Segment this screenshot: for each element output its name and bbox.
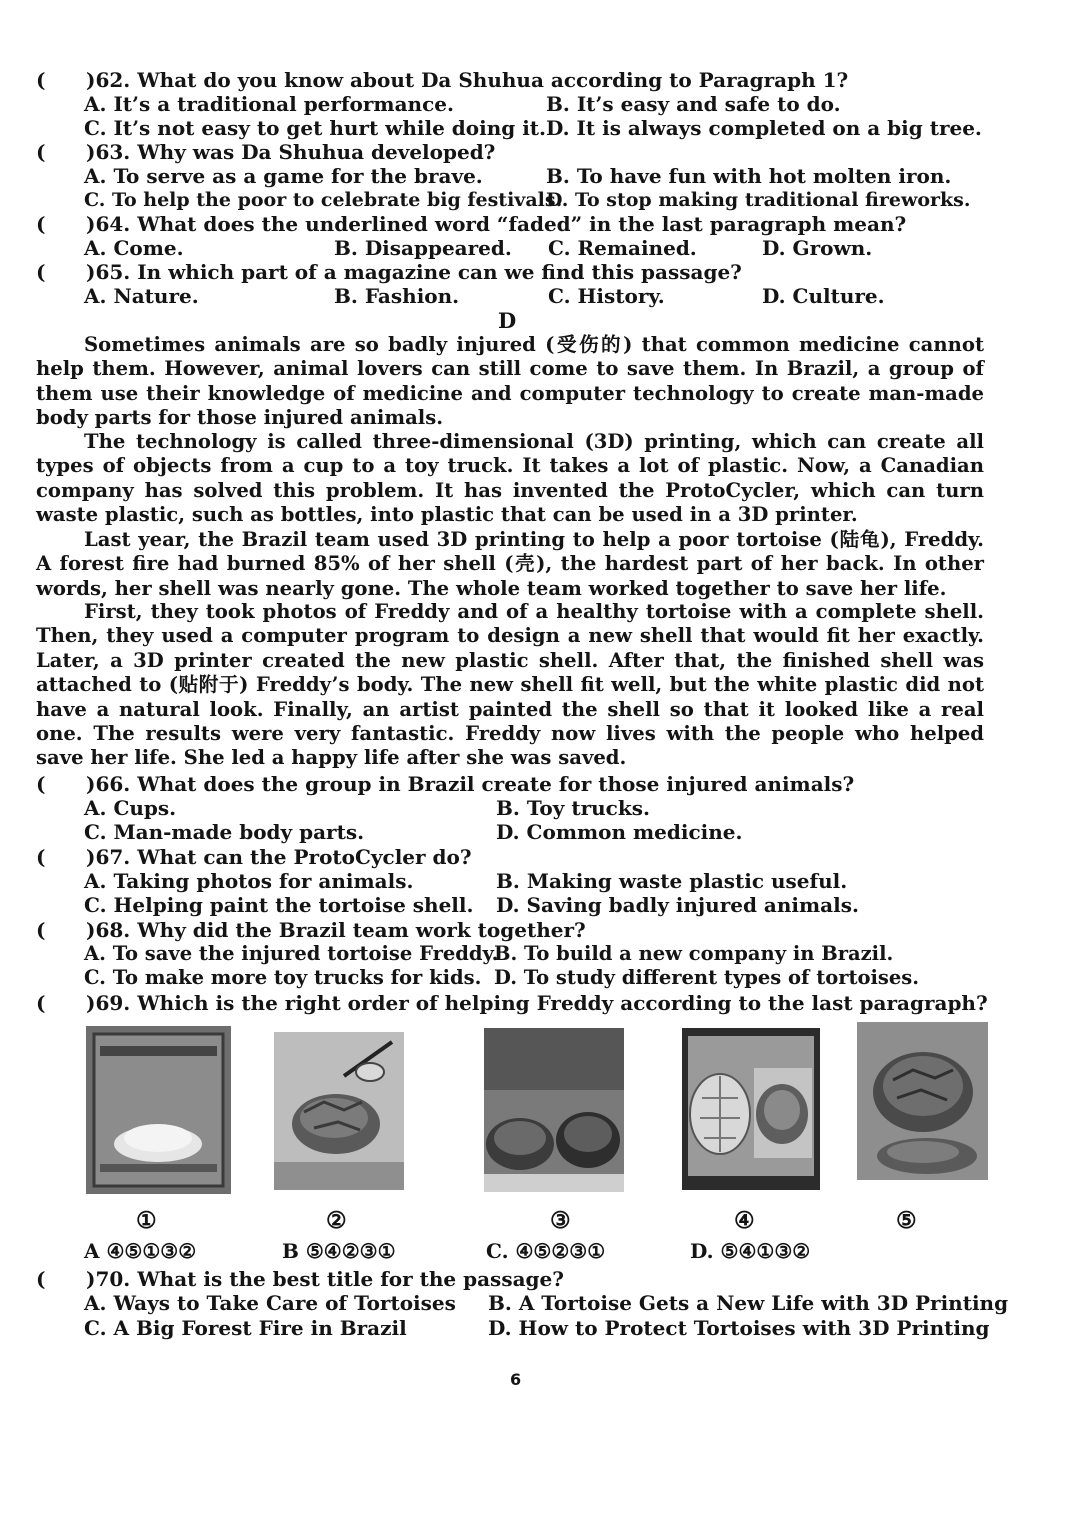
option-a: A. Ways to Take Care of Tortoises [84,1291,456,1315]
option-a: A. To serve as a game for the brave. [84,164,483,188]
option-b: B ⑤④②③① [282,1239,396,1263]
option-a: A. Cups. [84,796,177,820]
image-label-2: ② [326,1207,347,1234]
photo-artist-painting-shell [274,1032,404,1190]
answer-bracket[interactable]: ( [36,140,46,164]
question-text: )62. What do you know about Da Shuhua according to Paragraph 1? [86,68,849,92]
question-70 [36,1267,1046,1291]
option-c: C. ④⑤②③① [486,1239,606,1263]
answer-bracket[interactable]: ( [36,845,46,869]
options-66-row1 [84,796,1044,820]
page-number: 6 [510,1370,522,1389]
question-63 [36,140,1046,164]
answer-bracket[interactable]: ( [36,991,46,1015]
option-a: A. Nature. [84,284,199,308]
question-62 [36,68,1046,92]
options-63-row2 [84,188,1044,212]
options-65 [84,284,1044,308]
option-a: A. Taking photos for animals. [84,869,414,893]
answer-bracket[interactable]: ( [36,1267,46,1291]
option-b: B. Disappeared. [334,236,512,260]
option-b: B. Toy trucks. [496,796,650,820]
answer-bracket[interactable]: ( [36,260,46,284]
answer-bracket[interactable]: ( [36,68,46,92]
option-c: C. To make more toy trucks for kids. [84,966,482,989]
options-62-row1 [84,92,1044,116]
image-label-3: ③ [550,1207,571,1234]
question-text: )68. Why did the Brazil team work together? [86,918,586,942]
option-d: D. Common medicine. [496,820,743,844]
option-b: B. Fashion. [334,284,460,308]
options-69 [84,1237,1044,1265]
question-68 [36,918,1046,942]
option-b: B. To build a new company in Brazil. [494,942,894,965]
option-c: C. History. [548,284,665,308]
section-label: D [498,308,517,333]
answer-bracket[interactable]: ( [36,212,46,236]
question-text: )64. What does the underlined word “faded” in the last paragraph mean? [86,212,907,236]
options-62-row2 [84,116,1044,140]
passage-paragraph-2: The technology is called three-dimensional (3D) printing, which can create all types of objects from a cup to a toy truck. It takes a lot of plastic. Now, a Canadian company has solved this problem. It has invented the ProtoCycler, which can turn waste plastic, such as bottles, into plastic that can be used in a 3D printer. [36,430,984,527]
passage-paragraph-1: Sometimes animals are so badly injured (受伤的) that common medicine cannot help them. However, animal lovers can still come to save them. In Brazil, a group of them use their knowledge of medicine and computer technology to create man-made body parts for those injured animals. [36,333,984,430]
options-66-row2 [84,820,1044,844]
option-b: B. It’s easy and safe to do. [546,92,841,116]
question-66 [36,772,1046,796]
photo-computer-shell-design [682,1028,820,1190]
option-b: B. Making waste plastic useful. [496,869,848,893]
answer-bracket[interactable]: ( [36,918,46,942]
question-69 [36,991,1046,1015]
option-d: D. Saving badly injured animals. [496,893,859,917]
option-d: D. It is always completed on a big tree. [546,116,982,140]
photo-painted-tortoise [857,1022,988,1180]
option-c: C. A Big Forest Fire in Brazil [84,1316,407,1340]
options-68-row1 [84,942,1044,966]
options-64 [84,236,1044,260]
question-text: )67. What can the ProtoCycler do? [86,845,472,869]
option-b: B. To have fun with hot molten iron. [546,164,952,188]
option-d: D. To stop making traditional fireworks. [546,189,971,211]
image-label-5: ⑤ [896,1207,917,1234]
option-a: A. It’s a traditional performance. [84,92,454,116]
option-c: C. To help the poor to celebrate big festivals. [84,189,563,211]
option-c: C. It’s not easy to get hurt while doing it. [84,116,547,140]
question-text: )69. Which is the right order of helping Freddy according to the last paragraph? [86,991,988,1015]
option-d: D. Culture. [762,284,885,308]
option-c: C. Man-made body parts. [84,820,365,844]
passage-paragraph-3: Last year, the Brazil team used 3D printing to help a poor tortoise (陆龟), Freddy. A forest fire had burned 85% of her shell (壳), the hardest part of her back. In other words, her shell was nearly gone. The whole team worked together to save her life. [36,528,984,600]
option-d: D. ⑤④①③② [690,1239,811,1263]
options-68-row2 [84,966,1044,990]
image-label-4: ④ [734,1207,755,1234]
image-label-1: ① [136,1207,157,1234]
option-a: A. Come. [84,236,184,260]
question-text: )70. What is the best title for the passage? [86,1267,564,1291]
options-67-row2 [84,893,1044,917]
option-a: A ④⑤①③② [84,1239,197,1263]
option-c: C. Helping paint the tortoise shell. [84,893,474,917]
option-b: B. A Tortoise Gets a New Life with 3D Printing [488,1291,1009,1315]
question-67 [36,845,1046,869]
options-67-row1 [84,869,1044,893]
passage-paragraph-4: First, they took photos of Freddy and of a healthy tortoise with a complete shell. Then, they used a computer program to design a new shell that would fit her exactly. Later, a 3D printer created the new plastic shell. After that, the finished shell was attached to (贴附于) Freddy’s body. The new shell fit well, but the white plastic did not have a natural look. Finally, an artist painted the shell so that it looked like a real one. The results were very fantastic. Freddy now lives with the people who helped save her life. She led a happy life after she was saved. [36,600,984,770]
question-text: )65. In which part of a magazine can we find this passage? [86,260,742,284]
option-d: D. To study different types of tortoises. [494,966,920,989]
option-c: C. Remained. [548,236,697,260]
question-64 [36,212,1046,236]
options-70-row1 [84,1291,1044,1315]
question-text: )66. What does the group in Brazil create for those injured animals? [86,772,855,796]
options-63-row1 [84,164,1044,188]
option-d: D. Grown. [762,236,873,260]
option-d: D. How to Protect Tortoises with 3D Printing [488,1316,990,1340]
question-text: )63. Why was Da Shuhua developed? [86,140,496,164]
photo-tortoises-compared [484,1028,624,1192]
question-65 [36,260,1046,284]
photo-3d-printer [86,1026,231,1194]
option-a: A. To save the injured tortoise Freddy. [84,942,499,965]
answer-bracket[interactable]: ( [36,772,46,796]
options-70-row2 [84,1316,1044,1340]
